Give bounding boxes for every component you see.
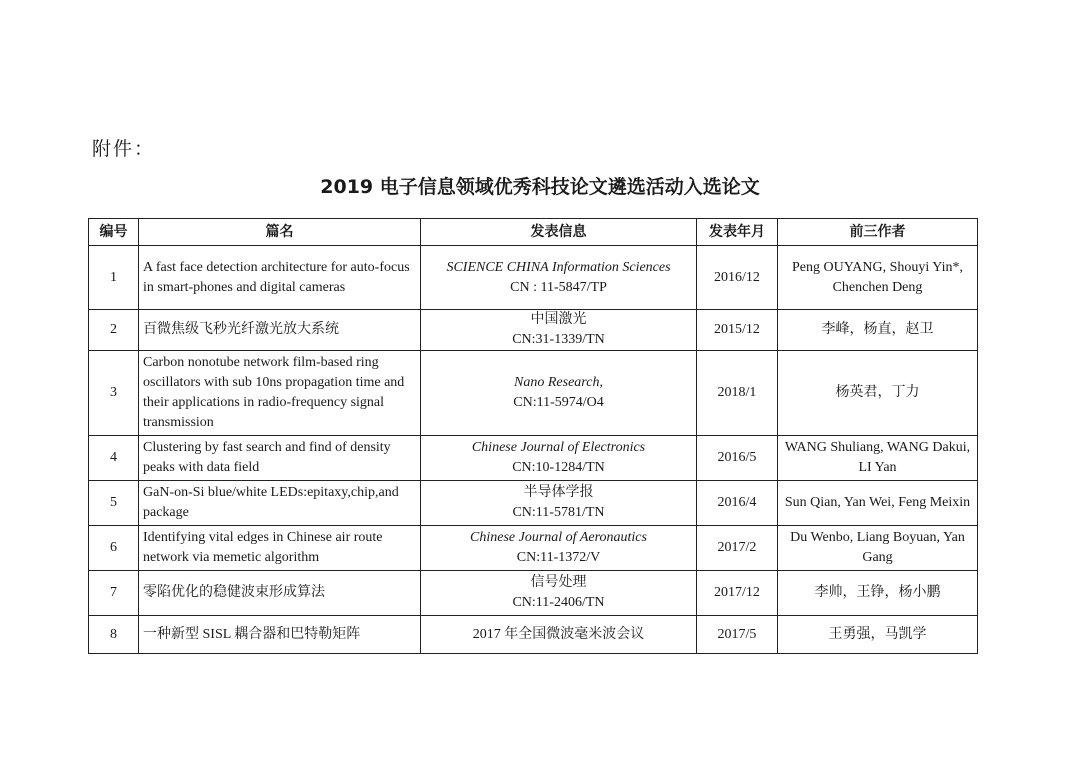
journal-name: SCIENCE CHINA Information Sciences <box>446 259 671 275</box>
cell-publish-date: 2018/1 <box>697 351 778 436</box>
header-title: 篇名 <box>139 219 421 246</box>
cn-number: CN:11-5781/TN <box>512 505 605 520</box>
cn-number: CN:11-1372/V <box>516 550 601 565</box>
cell-authors: WANG Shuliang, WANG Dakui, LI Yan <box>778 436 978 481</box>
cn-number: CN : 11-5847/TP <box>510 279 607 295</box>
table-header-row <box>89 219 978 246</box>
journal-name: 半导体学报 <box>523 485 594 500</box>
table-row <box>89 616 978 654</box>
cell-authors: 王勇强，马凯学 <box>778 616 978 654</box>
table-row <box>89 310 978 351</box>
table-row <box>89 526 978 571</box>
header-number: 编号 <box>89 219 139 246</box>
cell-paper-title: 零陷优化的稳健波束形成算法 <box>139 571 421 616</box>
cn-number: CN:10-1284/TN <box>512 460 605 475</box>
cell-publication <box>421 526 697 571</box>
cell-publish-date: 2017/5 <box>697 616 778 654</box>
cell-publication <box>421 481 697 526</box>
cell-number: 8 <box>89 616 139 654</box>
cell-authors: Du Wenbo, Liang Boyuan, Yan Gang <box>778 526 978 571</box>
cell-authors: 李帅，王铮，杨小鹏 <box>778 571 978 616</box>
header-date: 发表年月 <box>697 219 778 246</box>
cn-number: CN:31-1339/TN <box>512 332 605 347</box>
attachment-label: 附件： <box>92 138 156 160</box>
table-row <box>89 436 978 481</box>
cell-authors: 杨英君，丁力 <box>778 351 978 436</box>
cell-paper-title: GaN-on-Si blue/white LEDs:epitaxy,chip,and package <box>139 481 421 526</box>
cell-authors: Sun Qian, Yan Wei, Feng Meixin <box>778 481 978 526</box>
cell-number: 3 <box>89 351 139 436</box>
cell-paper-title: Carbon nonotube network film-based ring oscillators with sub 10ns propagation time and their applications in radio-frequency signal transmission <box>139 351 421 436</box>
table-row <box>89 246 978 310</box>
cell-authors: Peng OUYANG, Shouyi Yin*, Chenchen Deng <box>778 246 978 310</box>
cell-publication <box>421 310 697 351</box>
cell-paper-title: 百微焦级飞秒光纤激光放大系统 <box>139 310 421 351</box>
cell-number: 2 <box>89 310 139 351</box>
cell-publication <box>421 351 697 436</box>
cell-publish-date: 2016/4 <box>697 481 778 526</box>
journal-name: Chinese Journal of Aeronautics <box>470 530 647 545</box>
cell-publication <box>421 246 697 310</box>
cell-publish-date: 2017/2 <box>697 526 778 571</box>
table-row <box>89 571 978 616</box>
journal-name: 2017 年全国微波毫米波会议 <box>472 626 645 642</box>
table-body <box>89 246 978 654</box>
cell-publish-date: 2016/12 <box>697 246 778 310</box>
cell-number: 6 <box>89 526 139 571</box>
cell-paper-title: 一种新型 SISL 耦合器和巴特勒矩阵 <box>139 616 421 654</box>
cell-publication <box>421 616 697 654</box>
cn-number: CN:11-5974/O4 <box>513 395 604 410</box>
cell-publish-date: 2017/12 <box>697 571 778 616</box>
journal-name: Chinese Journal of Electronics <box>471 440 646 455</box>
table-row <box>89 481 978 526</box>
header-authors: 前三作者 <box>778 219 978 246</box>
cell-authors: 李峰，杨直，赵卫 <box>778 310 978 351</box>
journal-name: 信号处理 <box>530 575 587 590</box>
cell-paper-title: A fast face detection architecture for auto-focus in smart-phones and digital cameras <box>139 246 421 310</box>
document-title: 2019 电子信息领域优秀科技论文遴选活动入选论文 <box>320 176 760 198</box>
cell-publication <box>421 436 697 481</box>
papers-table <box>88 218 978 654</box>
cell-paper-title: Clustering by fast search and find of density peaks with data field <box>139 436 421 481</box>
cell-number: 5 <box>89 481 139 526</box>
table-row <box>89 351 978 436</box>
cell-number: 7 <box>89 571 139 616</box>
journal-name: Nano Research, <box>514 375 603 390</box>
cell-publish-date: 2016/5 <box>697 436 778 481</box>
cell-paper-title: Identifying vital edges in Chinese air route network via memetic algorithm <box>139 526 421 571</box>
cell-number: 4 <box>89 436 139 481</box>
cn-number: CN:11-2406/TN <box>512 595 605 610</box>
journal-name: 中国激光 <box>530 312 587 327</box>
header-publication: 发表信息 <box>421 219 697 246</box>
cell-publish-date: 2015/12 <box>697 310 778 351</box>
cell-publication <box>421 571 697 616</box>
cell-number: 1 <box>89 246 139 310</box>
